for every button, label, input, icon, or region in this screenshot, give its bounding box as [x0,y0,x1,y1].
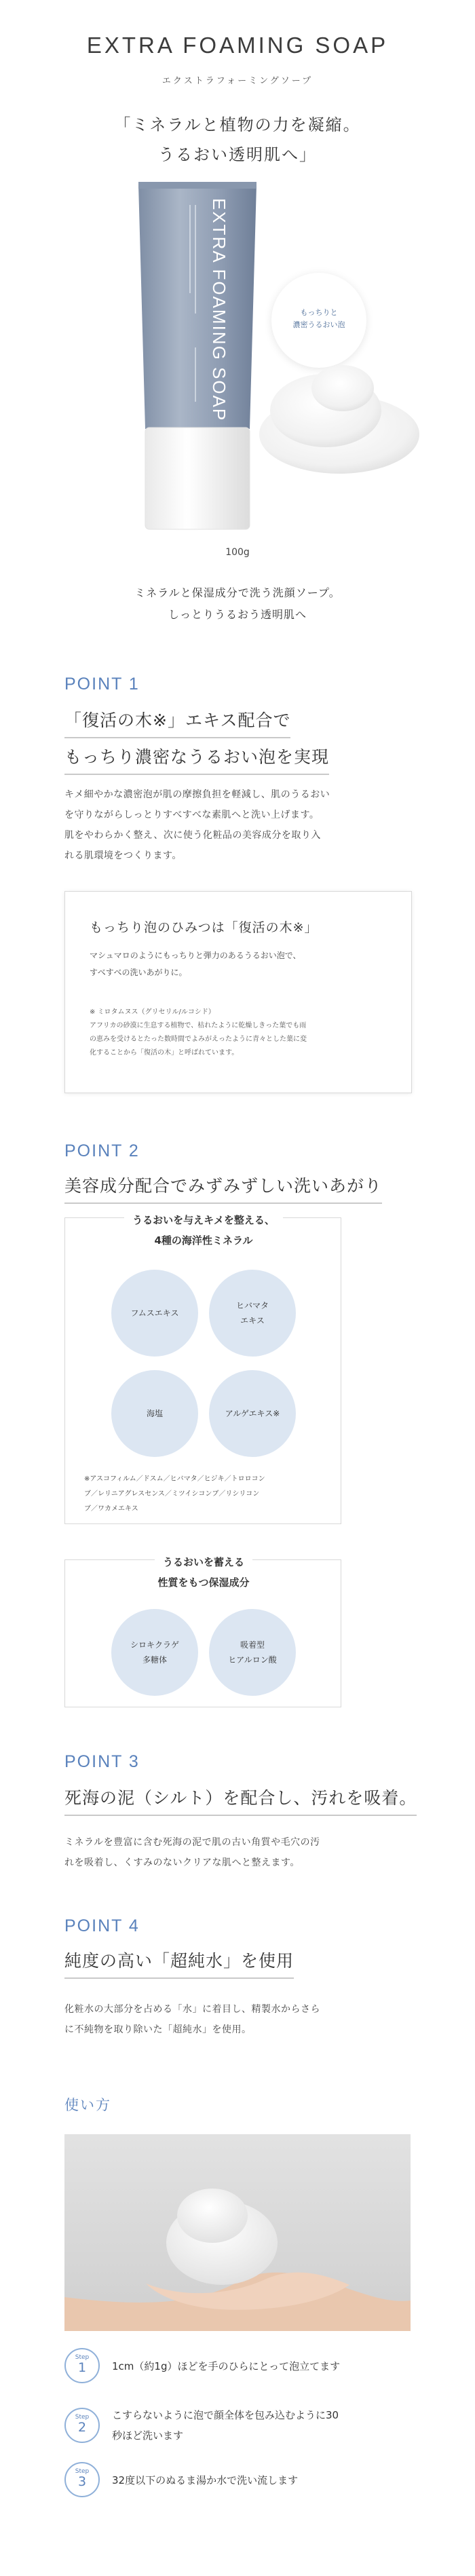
note-footnote-line: アフリカの砂漠に生息する植物で、枯れたように乾燥しきった葉でも雨 [90,1022,307,1029]
minerals-footnote-line: ※アスコフィルム／ドスム／ヒバマタ／ヒジキ／トロロコン [84,1475,265,1483]
step-text [112,2356,417,2376]
point3-body-line: れを吸着し、くすみのないクリアな肌へと整えます。 [64,1857,300,1868]
moisturizer-circle [209,1609,296,1696]
point4-body-line: 化粧水の大部分を占める「水」に着目し、精製水からさら [64,2004,320,2015]
step-word: Step [75,2414,90,2421]
moisturizer-box [64,1556,341,1707]
mineral-name-2: エキス [240,1316,265,1325]
step-text [112,2470,417,2490]
point2-label: POINT 2 [64,1141,140,1160]
moisturizer-name-2: 多糖体 [142,1655,167,1665]
point3-body [64,1832,417,1873]
point3-heading [64,1783,417,1820]
note-footnote-line: 化することから「復活の木」と呼ばれています。 [90,1049,239,1057]
point2-heading-text: 美容成分配合でみずみずしい洗いあがり [64,1171,382,1204]
hands-foam-image [64,2134,411,2331]
note-footnote-line: の恵みを受けるとたった数時間でよみがえったように青々とした葉に変 [90,1036,307,1043]
foam-image [251,346,428,482]
minerals-box [64,1214,341,1524]
step-text [112,2405,417,2446]
minerals-footnote [84,1472,328,1517]
moisturizer-title [65,1552,342,1593]
mineral-circle [209,1370,296,1457]
step-word: Step [75,2354,90,2361]
point2-heading [64,1171,382,1208]
point4-heading-text: 純度の高い「超純水」を使用 [64,1946,294,1979]
product-size: 100g [225,547,250,558]
revival-tree-note [64,891,412,1093]
point4-heading [64,1946,294,1983]
point1-label: POINT 1 [64,675,140,694]
step-number: 3 [77,2474,87,2489]
point1-heading [64,706,329,779]
note-title: もっちり泡のひみつは「復活の木※」 [90,920,318,935]
mineral-name: アルゲエキス※ [225,1409,280,1418]
foam-callout-line-2: 濃密うるおい泡 [292,320,345,329]
step-badge [64,2408,100,2443]
minerals-title-line-2: 4種の海洋性ミネラル [147,1234,261,1247]
step-text-line: こすらないように泡で顔全体を包み込むように30 [112,2409,339,2421]
point3-body-line: ミネラルを豊富に含む死海の泥で肌の古い角質や毛穴の汚 [64,1837,320,1848]
product-subtitle: エクストラフォーミングソープ [162,76,314,86]
point1-body-line: れる肌環境をつくります。 [64,850,182,861]
step-text-line: 1cm（約1g）ほどを手のひらにとって泡立てます [112,2360,341,2372]
point1-body-line: キメ細やかな濃密泡が肌の摩擦負担を軽減し、肌のうるおい [64,789,330,800]
catch-line-2: うるおい透明肌へ」 [158,145,317,164]
moisturizer-title-line-2: 性質をもつ保湿成分 [149,1576,257,1589]
intro-line-2: しっとりうるおう透明肌へ [168,608,307,621]
point3-label: POINT 3 [64,1752,140,1771]
catch-line-1: 「ミネラルと植物の力を凝縮。 [114,115,361,134]
note-footnote-line: ※ ミロタムヌス（グリセリル/ルコシド） [90,1008,215,1016]
step-badge [64,2462,100,2497]
note-text-line: マシュマロのようにもっちりと弾力のあるうるおい泡で、 [90,951,301,960]
step-word: Step [75,2468,90,2475]
point1-heading-line-2: もっちり濃密なうるおい泡を実現 [64,742,329,775]
moisturizer-name: 吸着型 [240,1640,265,1650]
moisturizer-name-2: ヒアルロン酸 [228,1655,277,1665]
product-tube-image [133,178,262,531]
mineral-name: 海塩 [146,1409,163,1418]
moisturizer-name: シロキクラゲ [130,1640,179,1650]
point1-body-line: を守りながらしっとりすべすべな素肌へと洗い上げます。 [64,810,320,820]
point3-heading-text: 死海の泥（シルト）を配合し、汚れを吸着。 [64,1783,417,1816]
step-text-line: 32度以下のぬるま湯か水で洗い流します [112,2474,299,2486]
point4-label: POINT 4 [64,1916,140,1935]
moisturizer-title-line-1: うるおいを蓄える [155,1556,252,1568]
point4-body-line: に不純物を取り除いた「超純水」を使用。 [64,2024,252,2035]
minerals-title [65,1210,342,1251]
point1-body-line: 肌をやわらかく整え、次に使う化粧品の美容成分を取り入 [64,830,321,841]
tube-brand-text: EXTRA FOAMING SOAP [209,198,229,422]
note-text-line: すべすべの洗いあがりに。 [90,968,187,977]
step-text-line: 秒ほど洗います [112,2429,184,2442]
foam-callout-line-1: もっちりと [300,308,338,317]
product-title: EXTRA FOAMING SOAP [86,33,389,58]
minerals-title-line-1: うるおいを与えキメを整える、 [124,1214,283,1226]
point4-body [64,1999,417,2040]
minerals-footnote-line: ブ／ワカメエキス [84,1505,138,1513]
mineral-circle [209,1270,296,1357]
note-footnote [90,1006,392,1060]
moisturizer-circle [111,1609,198,1696]
intro-line-1: ミネラルと保湿成分で洗う洗顔ソープ。 [134,586,341,599]
mineral-name: ヒバマタ [235,1301,269,1310]
step-number: 1 [77,2360,87,2375]
point1-body [64,784,417,866]
note-text [90,947,388,981]
product-intro [0,582,475,626]
mineral-circle [111,1370,198,1457]
mineral-name: フムスエキス [130,1308,179,1318]
minerals-footnote-line: ブ／レリニアグレスセンス／ミツイシコンブ／リシリコン [84,1490,260,1498]
mineral-circle [111,1270,198,1357]
catch-copy [0,110,475,170]
step-number: 2 [77,2420,87,2435]
howto-title: 使い方 [64,2097,111,2113]
point1-heading-line-1: 「復活の木※」エキス配合で [64,706,290,738]
step-badge [64,2348,100,2383]
